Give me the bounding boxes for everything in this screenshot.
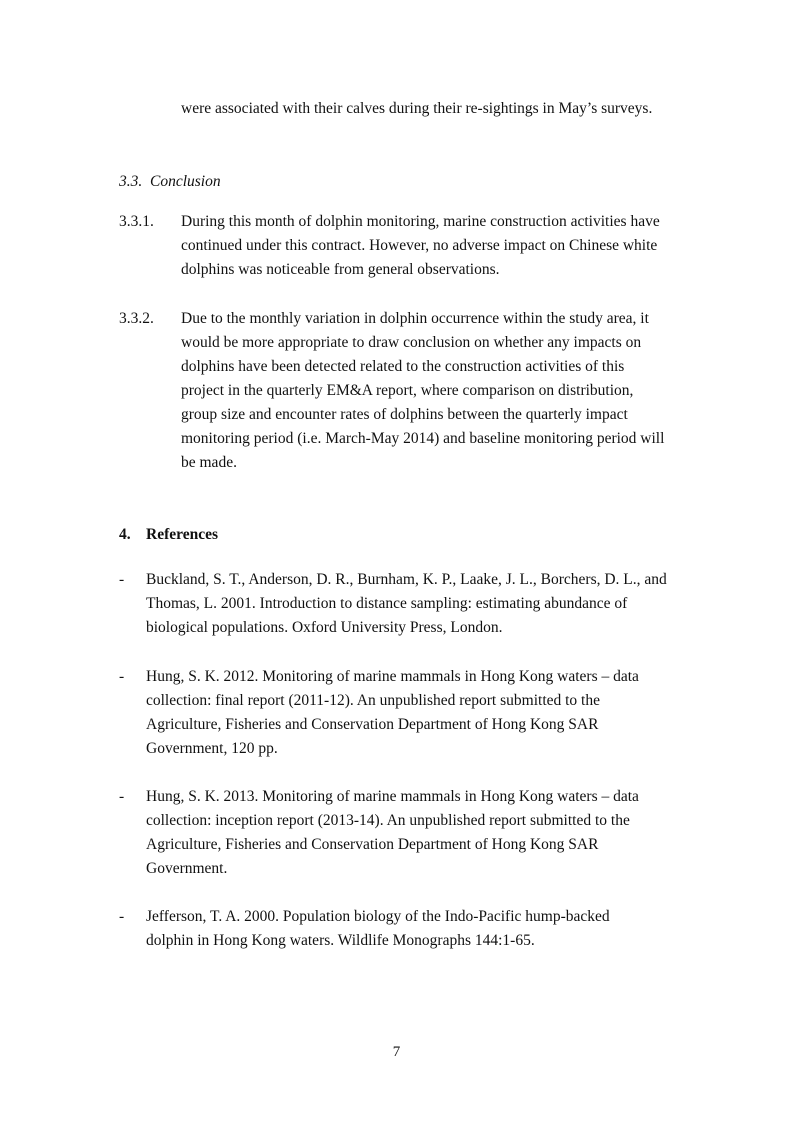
paragraph-line: monitoring period (i.e. March-May 2014) and baseline monitoring period will — [181, 430, 665, 447]
reference-line: Agriculture, Fisheries and Conservation Department of Hong Kong SAR — [146, 716, 599, 733]
section-number: 3.3. — [119, 173, 143, 190]
reference-line: Government, 120 pp. — [146, 740, 278, 757]
paragraph-line: dolphins was noticeable from general observations. — [181, 261, 500, 278]
reference-dash: - — [119, 571, 125, 588]
page-number: 7 — [392, 1044, 401, 1060]
reference-dash: - — [119, 668, 125, 685]
section-heading — [119, 170, 221, 194]
paragraph-body — [181, 307, 664, 475]
reference-line: collection: final report (2011-12). An unpublished report submitted to the — [146, 692, 600, 709]
references-heading — [119, 523, 218, 547]
paragraph-line: be made. — [181, 454, 237, 471]
reference-line: collection: inception report (2013-14). An unpublished report submitted to the — [146, 812, 630, 829]
paragraph-line: would be more appropriate to draw conclusion on whether any impacts on — [181, 334, 642, 351]
paragraph-line: continued under this contract. However, no adverse impact on Chinese white — [181, 237, 658, 254]
reference-line: Hung, S. K. 2012. Monitoring of marine mammals in Hong Kong waters – data — [146, 668, 639, 685]
reference-dash: - — [119, 788, 125, 805]
reference-text — [146, 665, 639, 761]
paragraph-body — [181, 210, 660, 282]
paragraph-number: 3.3.1. — [119, 213, 154, 230]
reference-dash: - — [119, 908, 125, 925]
reference-line: Thomas, L. 2001. Introduction to distance sampling: estimating abundance of — [146, 595, 628, 612]
references-title: References — [146, 526, 219, 543]
reference-line: Buckland, S. T., Anderson, D. R., Burnham, K. P., Laake, J. L., Borchers, D. L., and — [146, 571, 667, 588]
reference-text — [146, 568, 667, 640]
reference-line: dolphin in Hong Kong waters. Wildlife Monographs 144:1-65. — [146, 932, 535, 949]
reference-line: Agriculture, Fisheries and Conservation Department of Hong Kong SAR — [146, 836, 599, 853]
paragraph-line: project in the quarterly EM&A report, where comparison on distribution, — [181, 382, 634, 399]
paragraph-number: 3.3.2. — [119, 310, 154, 327]
paragraph-line: group size and encounter rates of dolphins between the quarterly impact — [181, 406, 628, 423]
reference-line: Jefferson, T. A. 2000. Population biology of the Indo-Pacific hump-backed — [146, 908, 610, 925]
paragraph-line: dolphins have been detected related to the construction activities of this — [181, 358, 625, 375]
reference-line: Government. — [146, 860, 228, 877]
paragraph-line: Due to the monthly variation in dolphin occurrence within the study area, it — [181, 310, 649, 327]
reference-line: Hung, S. K. 2013. Monitoring of marine mammals in Hong Kong waters – data — [146, 788, 639, 805]
paragraph-line: During this month of dolphin monitoring, marine construction activities have — [181, 213, 660, 230]
reference-line: biological populations. Oxford University Press, London. — [146, 619, 503, 636]
section-title: Conclusion — [150, 173, 221, 190]
references-number: 4. — [119, 526, 131, 543]
continuation-line: were associated with their calves during their re-sightings in May’s surveys. — [181, 100, 653, 117]
reference-text — [146, 785, 639, 881]
reference-text — [146, 905, 610, 953]
